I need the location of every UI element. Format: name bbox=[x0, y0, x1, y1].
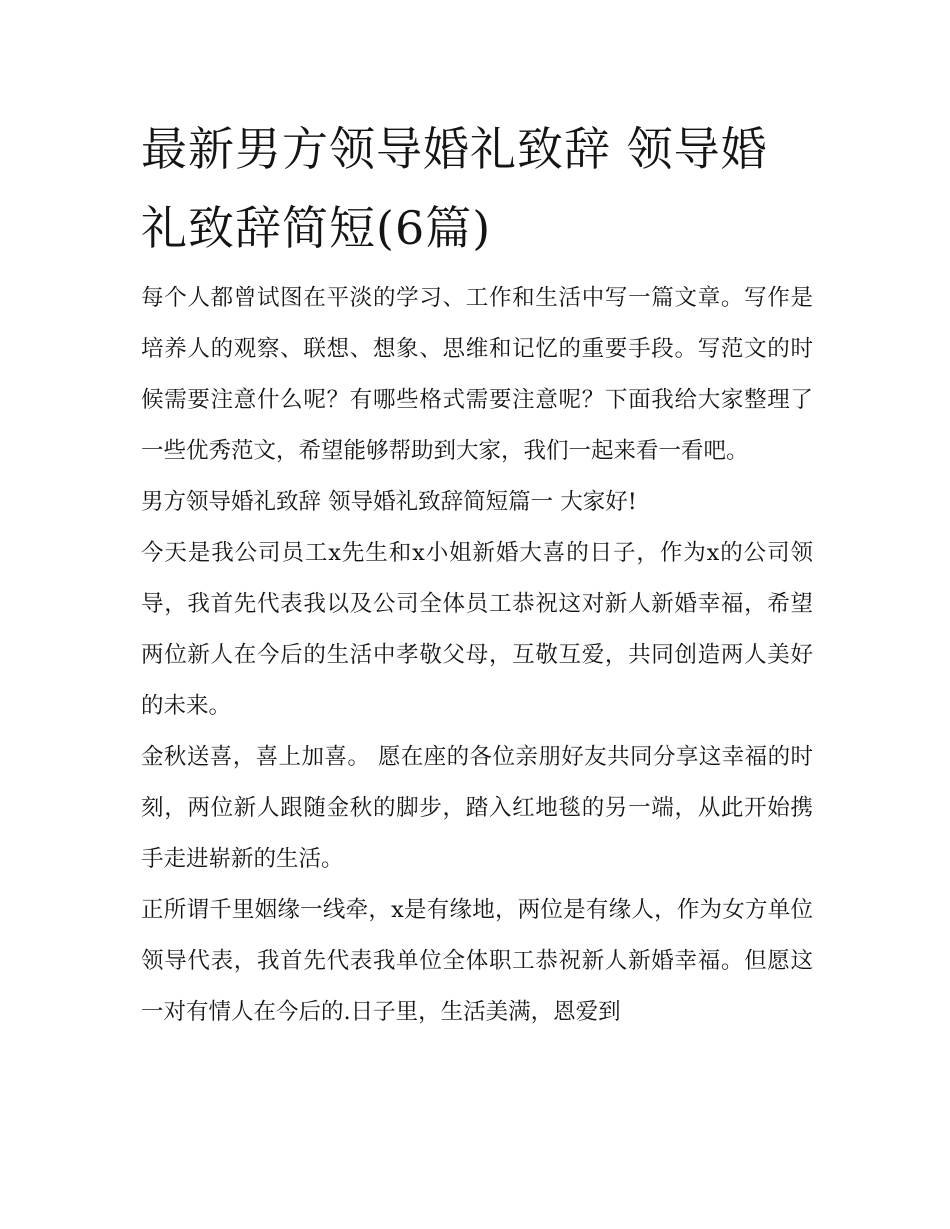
paragraph-heading-1: 男方领导婚礼致辞 领导婚礼致辞简短篇一 大家好! bbox=[141, 489, 637, 515]
paragraph-intro: 每个人都曾试图在平淡的学习、工作和生活中写一篇文章。写作是培养人的观察、联想、想象、思维和记忆的重要手段。写范文的时候需要注意什么呢？有哪些格式需要注意呢？下面我给大家整理了一些优秀范文，希望能够帮助到大家，我们一起来看一看吧。 bbox=[141, 285, 813, 464]
paragraph-body-1: 今天是我公司员工x先生和x小姐新婚大喜的日子，作为x的公司领导，我首先代表我以及公司全体员工恭祝这对新人新婚幸福，希望两位新人在今后的生活中孝敬父母，互敬互爱，共同创造两人美好的未来。 bbox=[141, 540, 813, 719]
paragraph-body-2: 金秋送喜，喜上加喜。 愿在座的各位亲朋好友共同分享这幸福的时刻，两位新人跟随金秋的脚步，踏入红地毯的另一端，从此开始携手走进崭新的生活。 bbox=[141, 744, 813, 872]
paragraph-body-3: 正所谓千里姻缘一线牵，x是有缘地，两位是有缘人，作为女方单位领导代表，我首先代表我单位全体职工恭祝新人新婚幸福。但愿这一对有情人在今后的.日子里，生活美满，恩爱到 bbox=[141, 897, 813, 1025]
title-block bbox=[141, 110, 813, 268]
document-title: 最新男方领导婚礼致辞 领导婚礼致辞简短(6篇) bbox=[141, 122, 768, 255]
document-content bbox=[141, 110, 813, 1038]
